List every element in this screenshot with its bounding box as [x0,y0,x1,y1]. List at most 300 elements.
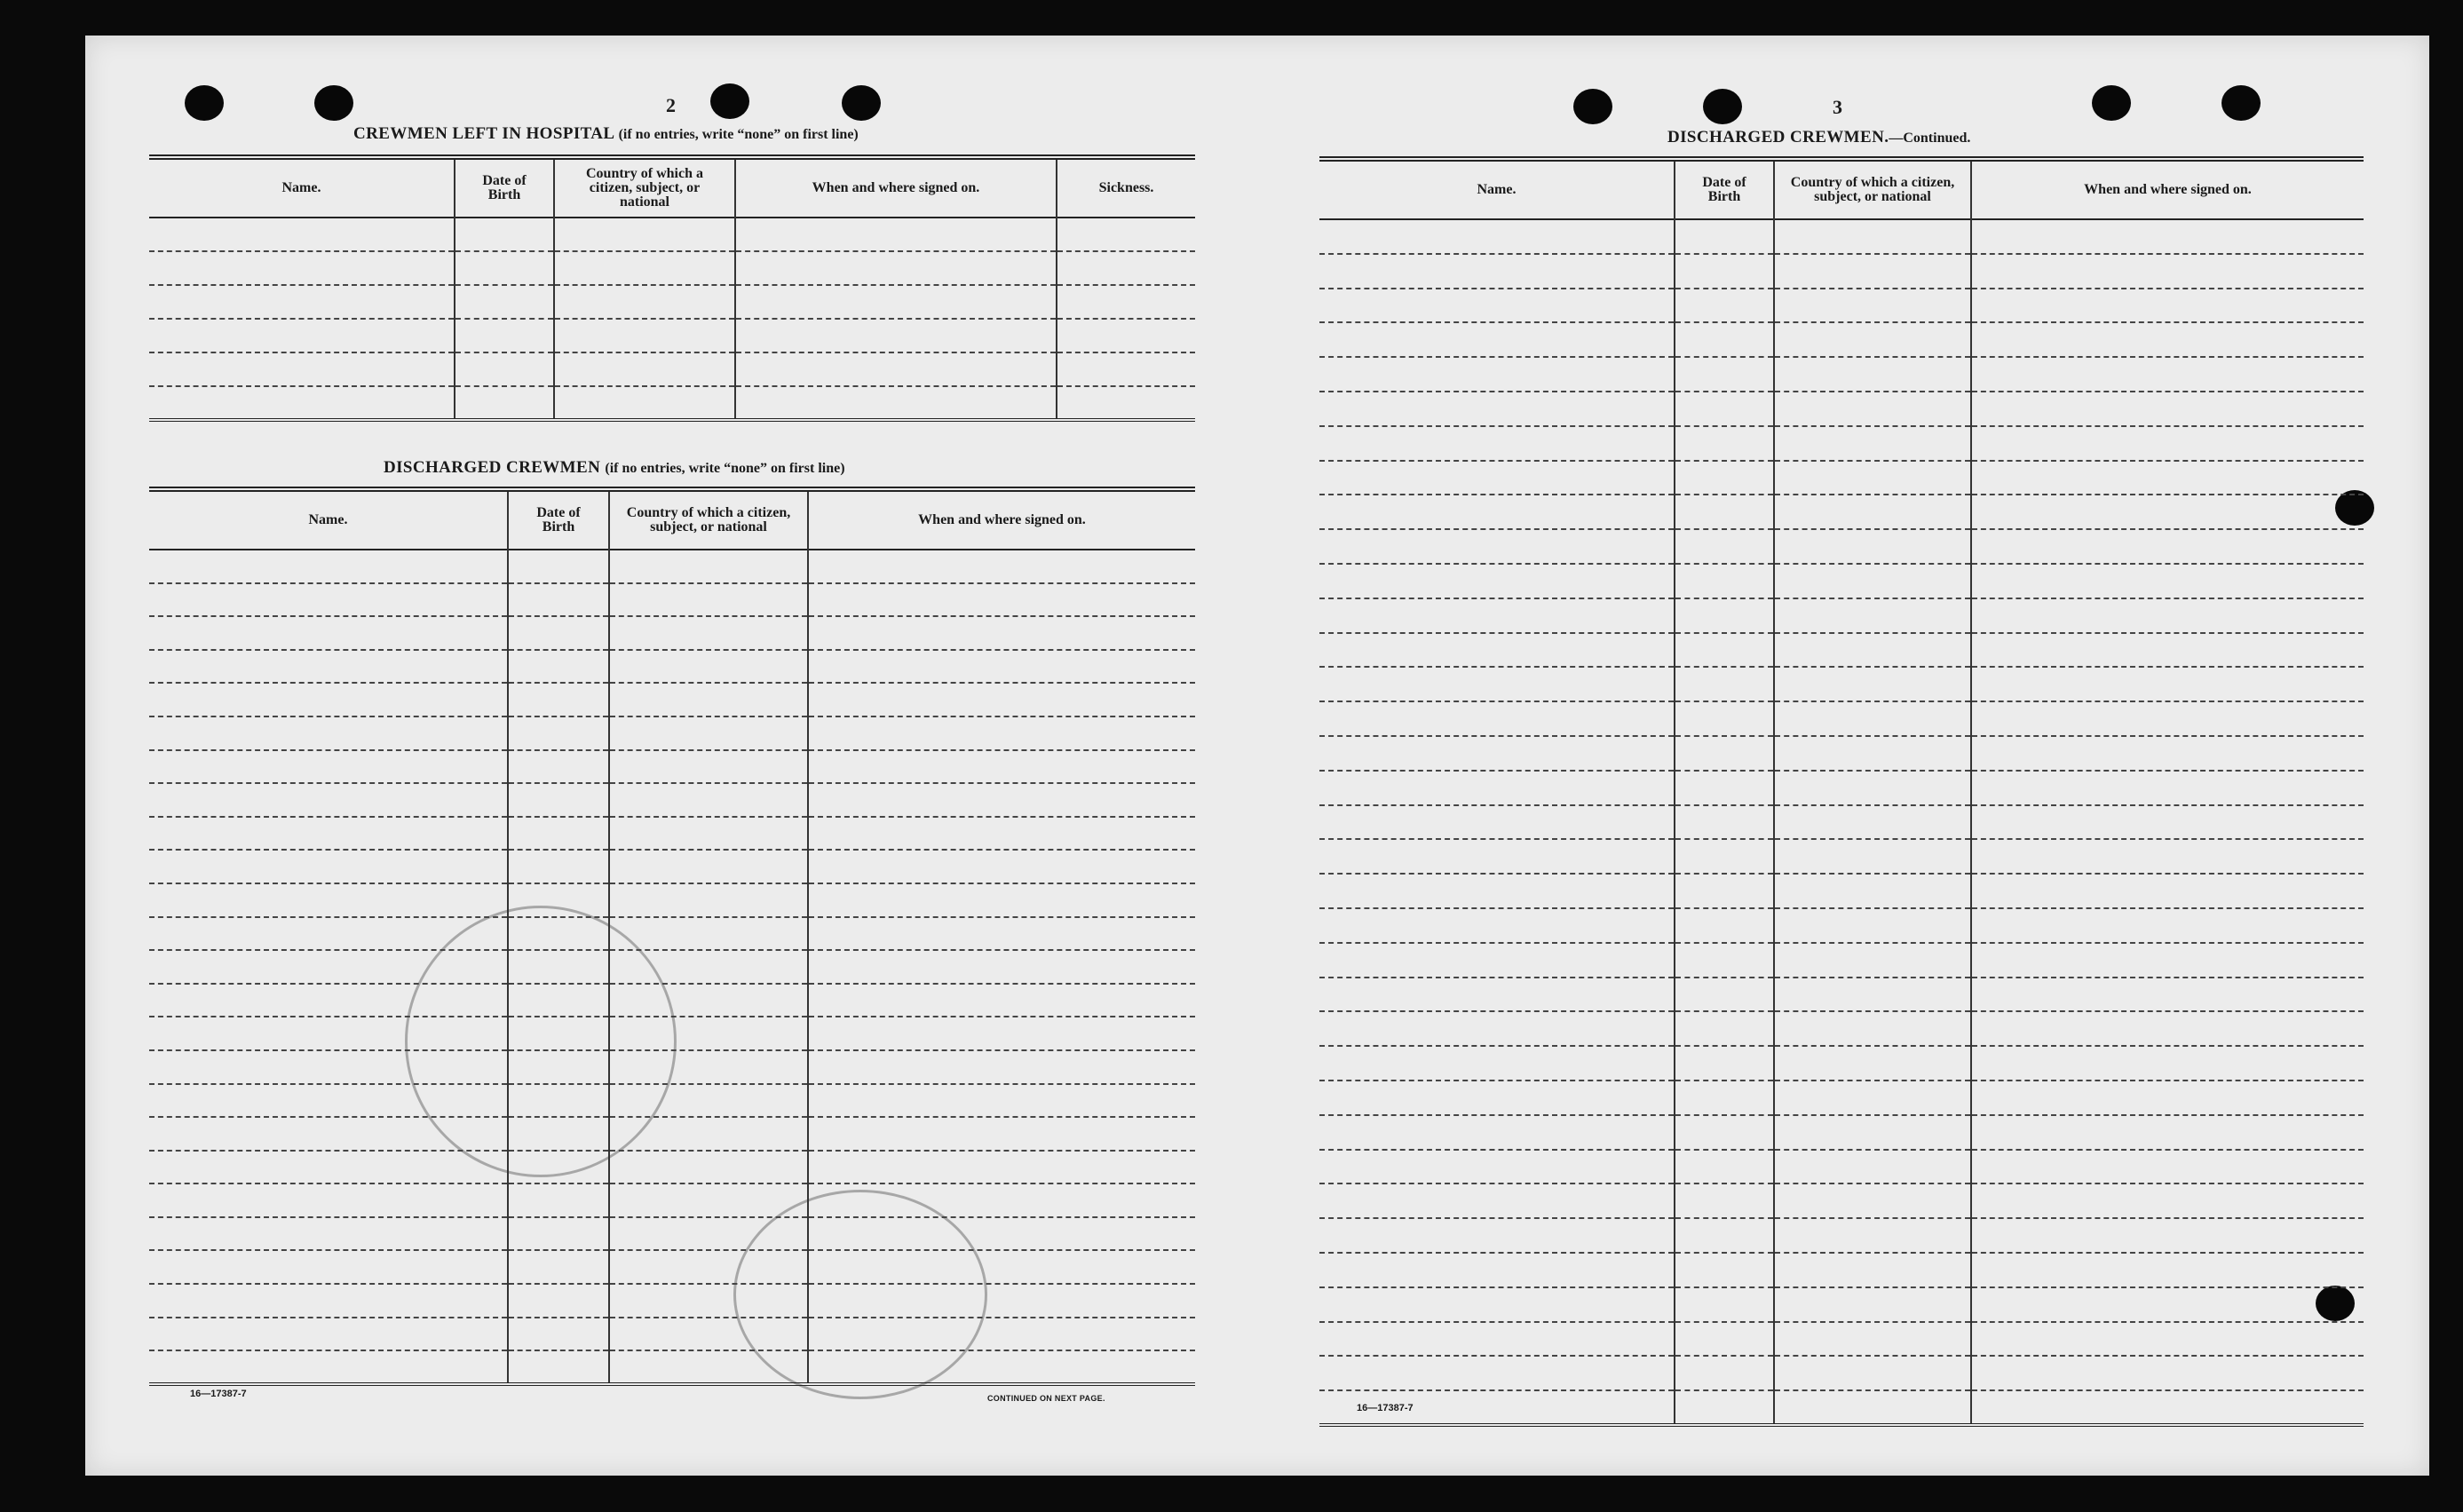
page-number: 3 [1833,96,1842,118]
table-cell [149,1017,508,1050]
table-cell [1971,1011,2364,1046]
table-cell [1675,1081,1774,1115]
table-cell [149,1050,508,1084]
table-cell [1319,771,1675,805]
table-cell [1971,529,2364,564]
table-cell [1675,322,1774,357]
table-cell [1971,1322,2364,1357]
table-cell [1971,322,2364,357]
table-row [149,716,1195,750]
table-cell [1675,633,1774,668]
table-cell [1319,978,1675,1012]
table-cell [1319,357,1675,392]
table-cell [609,950,808,984]
table-cell [1774,254,1971,289]
table-cell [1675,1115,1774,1150]
table-cell [808,1084,1195,1118]
table-cell [1675,839,1774,874]
table-cell [455,319,554,352]
page-number: 2 [666,94,676,116]
table-cell [1057,352,1195,386]
table-cell [1774,1115,1971,1150]
table-row [1319,1356,2364,1390]
table-cell [808,550,1195,583]
table-cell [1774,908,1971,943]
table-cell [149,750,508,784]
table-cell [149,783,508,817]
table-cell [1675,805,1774,840]
table-cell [1971,1287,2364,1322]
table-row [149,917,1195,951]
table-cell [149,319,455,352]
punch-hole [2092,85,2131,121]
table-row [1319,426,2364,461]
table-cell [1774,633,1971,668]
table-cell [609,984,808,1017]
table-cell [1774,805,1971,840]
table-row [1319,1115,2364,1150]
table-cell [1774,1081,1971,1115]
table-cell [808,1217,1195,1251]
table-row [149,285,1195,319]
table-row [149,1284,1195,1318]
table-cell [1057,319,1195,352]
table-cell [735,251,1057,285]
table-cell [1675,392,1774,426]
table-cell [1675,495,1774,529]
discharged-grid [149,487,1195,1386]
table-cell [609,1250,808,1284]
table-cell [1319,461,1675,495]
punch-hole [1703,89,1742,124]
table-row [1319,805,2364,840]
table-cell [149,1318,508,1351]
table-cell [808,616,1195,650]
table-cell [1774,322,1971,357]
table-row [1319,564,2364,598]
table-cell [1774,667,1971,701]
punch-hole [185,85,224,121]
table-cell [1971,1183,2364,1218]
punch-hole [842,85,881,121]
table-cell [609,1151,808,1184]
table-cell [1774,357,1971,392]
table-row [1319,1253,2364,1287]
table-row [1319,667,2364,701]
table-cell [1675,874,1774,908]
table-row [1319,392,2364,426]
table-cell [1971,1253,2364,1287]
table-cell [1971,633,2364,668]
table-cell [808,850,1195,883]
column-header-name: Name. [281,180,321,195]
table-cell [1675,701,1774,736]
table-cell [149,1183,508,1217]
table-row [149,1217,1195,1251]
table-cell [1319,1081,1675,1115]
table-cell [1774,426,1971,461]
table-cell [1971,839,2364,874]
table-row [149,1318,1195,1351]
table-row [149,550,1195,583]
table-cell [1319,736,1675,771]
table-cell [808,817,1195,851]
hospital-grid [149,154,1195,422]
table-cell [1971,1150,2364,1184]
table-cell [508,1284,609,1318]
table-cell [1319,1287,1675,1322]
table-row [1319,839,2364,874]
table-cell [609,550,808,583]
table-cell [1319,667,1675,701]
table-row [1319,1081,2364,1115]
table-cell [149,950,508,984]
table-cell [1971,1046,2364,1081]
table-cell [609,750,808,784]
table-cell [1675,357,1774,392]
table-row [149,1117,1195,1151]
table-row [1319,598,2364,633]
table-cell [1971,908,2364,943]
table-cell [1971,461,2364,495]
table-row [1319,1183,2364,1218]
column-header-date-of-birth: Date of Birth [508,489,609,550]
table-cell [1774,495,1971,529]
table-row [1319,943,2364,978]
table-cell [609,817,808,851]
table-cell [508,1250,609,1284]
table-cell [1774,874,1971,908]
table-cell [1774,289,1971,323]
table-cell [609,917,808,951]
table-cell [1319,564,1675,598]
table-row [1319,357,2364,392]
table-cell [149,1284,508,1318]
table-cell [609,683,808,716]
table-cell [508,850,609,883]
table-cell [808,950,1195,984]
table-cell [508,783,609,817]
table-cell [808,683,1195,716]
table-cell [609,883,808,917]
table-cell [455,285,554,319]
table-cell [149,984,508,1017]
table-cell [149,817,508,851]
table-cell [1319,1356,1675,1390]
table-cell [508,1117,609,1151]
table-cell [149,1117,508,1151]
table-cell [1319,805,1675,840]
table-cell [1675,1253,1774,1287]
table-row [149,650,1195,684]
table-cell [1675,254,1774,289]
table-cell [1319,598,1675,633]
table-cell [808,984,1195,1017]
table-cell [1971,978,2364,1012]
table-cell [1057,251,1195,285]
table-cell [508,817,609,851]
table-row [149,683,1195,716]
column-header-country: Country of which a citizen, subject, or national [609,489,808,550]
hospital-title: CREWMEN LEFT IN HOSPITAL [353,124,614,143]
table-cell [1319,943,1675,978]
table-row [149,783,1195,817]
table-cell [1774,1287,1971,1322]
table-row [149,218,1195,251]
table-cell [149,251,455,285]
table-row [1319,219,2364,254]
table-cell [735,285,1057,319]
table-cell [1319,1218,1675,1253]
table-row [149,583,1195,617]
table-cell [1675,1011,1774,1046]
table-cell [1971,771,2364,805]
table-cell [508,683,609,716]
table-cell [1971,667,2364,701]
table-cell [1971,943,2364,978]
table-cell [1774,1218,1971,1253]
column-header-name: Name. [1477,182,1517,197]
table-cell [1319,219,1675,254]
table-row [1319,1046,2364,1081]
table-cell [1774,1390,1971,1425]
section-title-discharged-continued [1667,128,1970,147]
table-row [149,251,1195,285]
table-cell [808,750,1195,784]
document-paper [85,36,2429,1476]
table-row [1319,254,2364,289]
table-cell [1774,1322,1971,1357]
table-cell [609,650,808,684]
table-row [1319,289,2364,323]
table-cell [1057,285,1195,319]
table-cell [149,917,508,951]
table-cell [149,616,508,650]
section-title-hospital [353,124,859,144]
table-cell [1774,736,1971,771]
table-cell [808,883,1195,917]
table-row [1319,874,2364,908]
table-cell [508,616,609,650]
continued-note: CONTINUED ON NEXT PAGE. [987,1394,1105,1403]
table-row [1319,771,2364,805]
table-cell [1675,1150,1774,1184]
table-cell [1057,218,1195,251]
table-cell [808,917,1195,951]
table-cell [1971,392,2364,426]
table-cell [609,1084,808,1118]
table-cell [1675,1218,1774,1253]
table-cell [1774,839,1971,874]
table-cell [508,1050,609,1084]
table-cell [149,386,455,420]
table-cell [149,650,508,684]
table-cell [1319,289,1675,323]
form-number: 16—17387-7 [190,1389,247,1399]
table-cell [1971,701,2364,736]
column-header-country: Country of which a citizen, subject, or national [1774,159,1971,219]
table-row [149,1183,1195,1217]
table-cell [508,1151,609,1184]
table-row [149,850,1195,883]
table-cell [1774,978,1971,1012]
table-cell [1319,1046,1675,1081]
table-cell [1971,1390,2364,1425]
table-cell [808,1117,1195,1151]
table-row [149,1250,1195,1284]
discharged-continued-suffix: —Continued. [1889,131,1971,146]
discharged-title: DISCHARGED CREWMEN [384,458,601,477]
table-cell [808,1017,1195,1050]
table-row [149,1151,1195,1184]
table-cell [149,1084,508,1118]
table-cell [1675,598,1774,633]
table-cell [1319,1150,1675,1184]
table-row [149,386,1195,420]
table-row [1319,1011,2364,1046]
table-cell [1774,943,1971,978]
table-cell [1675,978,1774,1012]
table-cell [1319,254,1675,289]
table-cell [1774,1356,1971,1390]
table-row [149,1350,1195,1384]
table-cell [1675,1322,1774,1357]
column-header-country: Country of which a citizen, subject, or national [554,157,735,218]
table-row [1319,1287,2364,1322]
table-cell [1319,426,1675,461]
table-cell [554,218,735,251]
table-row [1319,1218,2364,1253]
table-cell [735,218,1057,251]
table-row [1319,461,2364,495]
table-cell [1774,701,1971,736]
table-cell [1971,1356,2364,1390]
table-cell [508,750,609,784]
table-cell [1774,392,1971,426]
table-cell [1319,908,1675,943]
table-row [149,1017,1195,1050]
table-cell [1971,289,2364,323]
table-cell [1774,1011,1971,1046]
table-cell [808,716,1195,750]
table-cell [508,550,609,583]
table-cell [1675,564,1774,598]
table-cell [1675,289,1774,323]
table-cell [808,783,1195,817]
punch-hole [710,83,749,119]
table-cell [1774,461,1971,495]
table-cell [554,352,735,386]
table-cell [508,716,609,750]
table-cell [735,352,1057,386]
table-cell [455,251,554,285]
table-cell [609,616,808,650]
table-cell [149,683,508,716]
table-cell [609,716,808,750]
table-row [1319,978,2364,1012]
table-cell [508,1084,609,1118]
table-cell [508,1217,609,1251]
table-cell [1675,908,1774,943]
table-cell [554,251,735,285]
table-cell [1774,598,1971,633]
table-row [149,1050,1195,1084]
table-row [149,319,1195,352]
table-cell [609,1183,808,1217]
table-cell [149,850,508,883]
table-cell [1319,839,1675,874]
table-cell [1971,874,2364,908]
table-row [149,817,1195,851]
table-cell [808,1050,1195,1084]
table-cell [1675,667,1774,701]
table-row [1319,1322,2364,1357]
hospital-table [149,154,1195,472]
table-cell [149,1151,508,1184]
table-row [1319,633,2364,668]
punch-hole [314,85,353,121]
table-cell [1774,1253,1971,1287]
table-row [1319,495,2364,529]
table-row [149,352,1195,386]
table-cell [1774,1150,1971,1184]
table-cell [609,1050,808,1084]
table-cell [149,716,508,750]
table-cell [508,883,609,917]
discharged-table [149,487,1195,1428]
discharged-continued-table [1319,156,2364,1435]
table-cell [1319,1115,1675,1150]
table-cell [1971,736,2364,771]
column-header-signed-on: When and where signed on. [735,157,1057,218]
punch-hole [2221,85,2261,121]
table-cell [1971,254,2364,289]
table-cell [1774,564,1971,598]
section-title-discharged [384,458,845,478]
table-cell [1774,529,1971,564]
table-cell [1319,495,1675,529]
table-row [1319,1150,2364,1184]
table-cell [1675,461,1774,495]
table-row [1319,322,2364,357]
column-header-date-of-birth: Date of Birth [1675,159,1774,219]
table-cell [609,1284,808,1318]
table-cell [1675,736,1774,771]
table-cell [808,1350,1195,1384]
table-cell [149,583,508,617]
table-cell [1675,1046,1774,1081]
table-cell [808,1284,1195,1318]
table-cell [1319,633,1675,668]
table-row [149,750,1195,784]
punch-hole [1573,89,1612,124]
table-cell [149,285,455,319]
table-cell [1675,219,1774,254]
table-cell [1971,426,2364,461]
table-cell [1971,495,2364,529]
table-cell [609,1017,808,1050]
table-cell [455,352,554,386]
table-cell [1971,1115,2364,1150]
discharged-continued-grid [1319,156,2364,1427]
table-cell [149,883,508,917]
table-cell [508,1017,609,1050]
table-cell [609,1217,808,1251]
table-cell [735,319,1057,352]
table-row [149,984,1195,1017]
table-cell [1971,219,2364,254]
table-cell [508,1318,609,1351]
